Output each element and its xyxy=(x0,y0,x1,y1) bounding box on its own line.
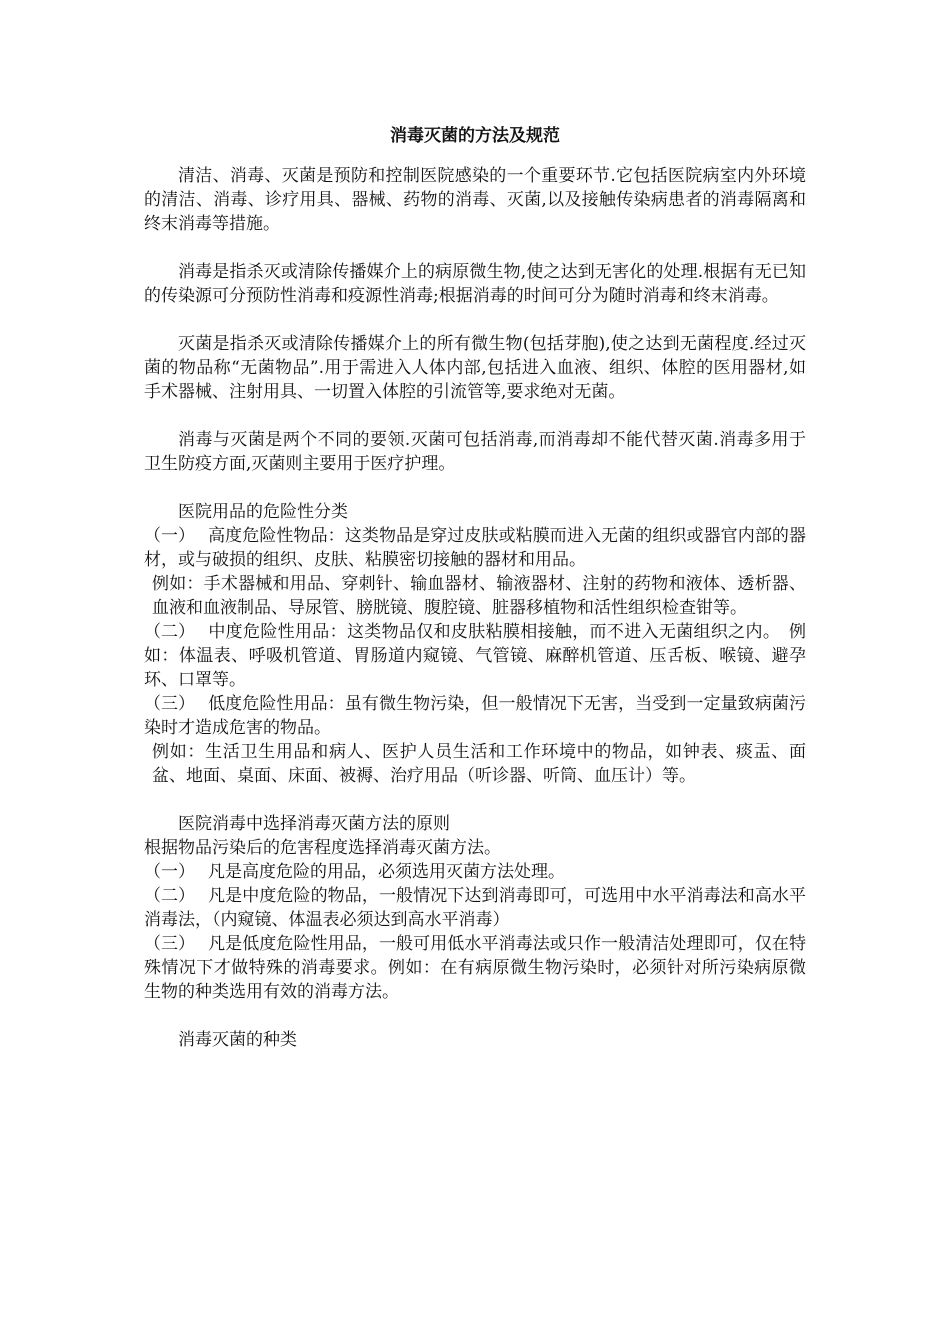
item-number: （三） xyxy=(144,934,195,954)
paragraph-disinfection: 消毒是指杀灭或清除传播媒介上的病原微生物,使之达到无害化的处理.根据有无已知的传染源可分预防性消毒和疫源性消毒;根据消毒的时间可分为随时消毒和终末消毒。 xyxy=(144,262,806,306)
section-intro: 根据物品污染后的危害程度选择消毒灭菌方法。 xyxy=(144,838,501,858)
principle-item-high xyxy=(144,860,806,884)
item-number: （一） xyxy=(144,862,195,882)
paragraph-sterilization: 灭菌是指杀灭或清除传播媒介上的所有微生物(包括芽胞),使之达到无菌程度.经过灭菌的物品称“无菌物品”.用于需进入人体内部,包括进入血液、组织、体腔的医用器材,如手术器械、注射用具、一切置入体腔的引流管等,要求绝对无菌。 xyxy=(144,334,806,402)
item-number: （三） xyxy=(144,694,195,714)
paragraph-difference: 消毒与灭菌是两个不同的要领.灭菌可包括消毒,而消毒却不能代替灭菌.消毒多用于卫生防疫方面,灭菌则主要用于医疗护理。 xyxy=(144,430,806,474)
section-heading-types: 消毒灭菌的种类 xyxy=(178,1030,297,1050)
item-text: 中度危险性用品：这类物品仅和皮肤粘膜相接触，而不进入无菌组织之内。 例如：体温表、呼吸机管道、胃肠道内窥镜、气管镜、麻醉机管道、压舌板、喉镜、避孕环、口罩等。 xyxy=(144,622,806,690)
section-spacer xyxy=(144,1004,806,1028)
item-number: （二） xyxy=(144,886,195,906)
item-number: （一） xyxy=(144,526,195,546)
section-heading-selection-principles: 医院消毒中选择消毒灭菌方法的原则 xyxy=(178,814,450,834)
document-body xyxy=(144,124,823,1052)
risk-item-low-example: 例如：生活卫生用品和病人、医护人员生活和工作环境中的物品，如钟表、痰盂、面 盆、地面、桌面、床面、被褥、治疗用品（听诊器、听筒、血压计）等。 xyxy=(152,742,823,786)
item-text: 凡是高度危险的用品，必须选用灭菌方法处理。 xyxy=(208,862,565,882)
paragraph-cleaning: 清洁、消毒、灭菌是预防和控制医院感染的一个重要环节.它包括医院病室内外环境的清洁、消毒、诊疗用具、器械、药物的消毒、灭菌,以及接触传染病患者的消毒隔离和终末消毒等措施。 xyxy=(144,166,806,234)
item-text: 凡是中度危险的物品，一般情况下达到消毒即可，可选用中水平消毒法和高水平 消毒法，（内窥镜、体温表必须达到高水平消毒） xyxy=(144,886,823,930)
document-title: 消毒灭菌的方法及规范 xyxy=(390,126,560,146)
principle-item-low xyxy=(144,932,806,1004)
item-text: 低度危险性用品：虽有微生物污染，但一般情况下无害，当受到一定量致病菌污 染时才造成危害的物品。 xyxy=(144,694,823,738)
item-text: 高度危险性物品：这类物品是穿过皮肤或粘膜而进入无菌的组织或器官内部的器材，或与破损的组织、皮肤、粘膜密切接触的器材和用品。 xyxy=(144,526,806,570)
risk-item-high xyxy=(144,524,806,572)
section-heading-risk-classification: 医院用品的危险性分类 xyxy=(178,502,348,522)
item-number: （二） xyxy=(144,622,195,642)
risk-item-low xyxy=(144,692,823,740)
risk-item-medium xyxy=(144,620,806,692)
principle-item-medium xyxy=(144,884,823,932)
risk-item-high-example: 例如：手术器械和用品、穿刺针、输血器材、输液器材、注射的药物和液体、透析器、血液和血液制品、导尿管、膀胱镜、腹腔镜、脏器移植物和活性组织检查钳等。 xyxy=(152,574,806,618)
item-text: 凡是低度危险性用品，一般可用低水平消毒法或只作一般清洁处理即可，仅在特殊情况下才做特殊的消毒要求。例如：在有病原微生物污染时，必须针对所污染病原微生物的种类选用有效的消毒方法。 xyxy=(144,934,806,1002)
section-spacer xyxy=(144,788,806,812)
